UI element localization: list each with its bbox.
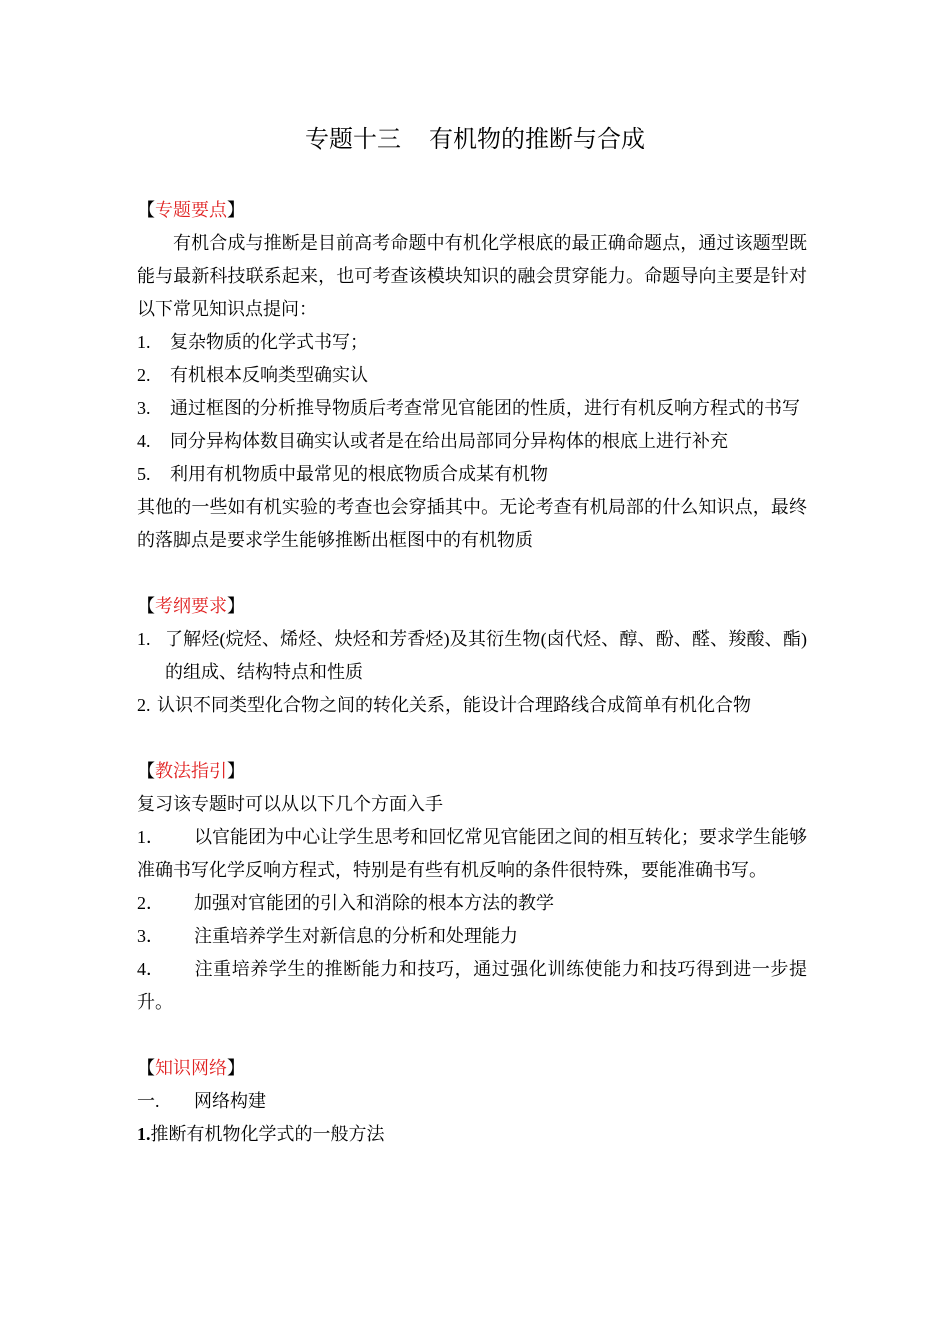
list-number: 4． [137,959,164,979]
list-number: 一. [137,1091,160,1111]
list-number: 1. [137,629,151,649]
list-number: 2． [137,893,164,913]
title-part1: 专题十三 [305,126,401,153]
list-text: 利用有机物质中最常见的根底物质合成某有机物 [170,464,548,484]
list-item [137,821,807,887]
list-item [137,359,807,392]
subheading-text: 网络构建 [194,1091,266,1111]
section-heading: 【专题要点】 [137,200,245,220]
list-number: 1. [137,332,151,352]
list-number: 4. [137,431,151,451]
list-item [137,392,807,425]
list-item [137,458,807,491]
page-title [0,122,950,158]
document-body [137,194,807,1151]
point-heading [137,1118,807,1151]
list-number: 3. [137,398,151,418]
list-text: 通过框图的分析推导物质后考查常见官能团的性质，进行有机反响方程式的书写 [170,398,800,418]
list-item [137,953,807,1019]
list-number: 3． [137,926,164,946]
section-heading-text: 专题要点 [155,200,227,220]
paragraph: 其他的一些如有机实验的考查也会穿插其中。无论考查有机局部的什么知识点，最终的落脚点是要求学生能够推断出框图中的有机物质 [137,497,807,550]
list-text: 认识不同类型化合物之间的转化关系，能设计合理路线合成简单有机化合物 [157,695,751,715]
list-item [137,326,807,359]
list-item [137,425,807,458]
list-text: 有机根本反响类型确实认 [170,365,368,385]
point-number: 1. [137,1124,151,1144]
section-heading: 【教法指引】 [137,761,245,781]
list-item [137,623,807,689]
title-part2: 有机物的推断与合成 [429,126,645,153]
list-item [137,689,807,722]
point-text: 推断有机物化学式的一般方法 [150,1124,385,1144]
subheading [137,1085,807,1118]
paragraph: 复习该专题时可以从以下几个方面入手 [137,794,443,814]
list-number: 2. [137,695,151,715]
section-heading-text: 知识网络 [155,1058,227,1078]
list-text: 了解烃(烷烃、烯烃、炔烃和芳香烃)及其衍生物(卤代烃、醇、酚、醛、羧酸、酯)的组成、结构特点和性质 [165,629,807,682]
section-heading-text: 教法指引 [155,761,227,781]
section-heading: 【考纲要求】 [137,596,245,616]
list-text: 注重培养学生对新信息的分析和处理能力 [194,926,518,946]
list-number: 5. [137,464,151,484]
list-number: 2. [137,365,151,385]
list-number: 1． [137,827,164,847]
paragraph: 有机合成与推断是目前高考命题中有机化学根底的最正确命题点，通过该题型既能与最新科技联系起来，也可考查该模块知识的融会贯穿能力。命题导向主要是针对以下常见知识点提问： [137,233,807,319]
section-heading: 【知识网络】 [137,1058,245,1078]
list-text: 以官能团为中心让学生思考和回忆常见官能团之间的相互转化；要求学生能够准确书写化学反响方程式，特别是有些有机反响的条件很特殊，要能准确书写。 [137,827,807,880]
list-text: 同分异构体数目确实认或者是在给出局部同分异构体的根底上进行补充 [170,431,728,451]
list-text: 复杂物质的化学式书写； [170,332,368,352]
list-text: 注重培养学生的推断能力和技巧，通过强化训练使能力和技巧得到进一步提升。 [137,959,807,1012]
list-item [137,920,807,953]
list-item [137,887,807,920]
section-heading-text: 考纲要求 [155,596,227,616]
list-text: 加强对官能团的引入和消除的根本方法的教学 [194,893,554,913]
